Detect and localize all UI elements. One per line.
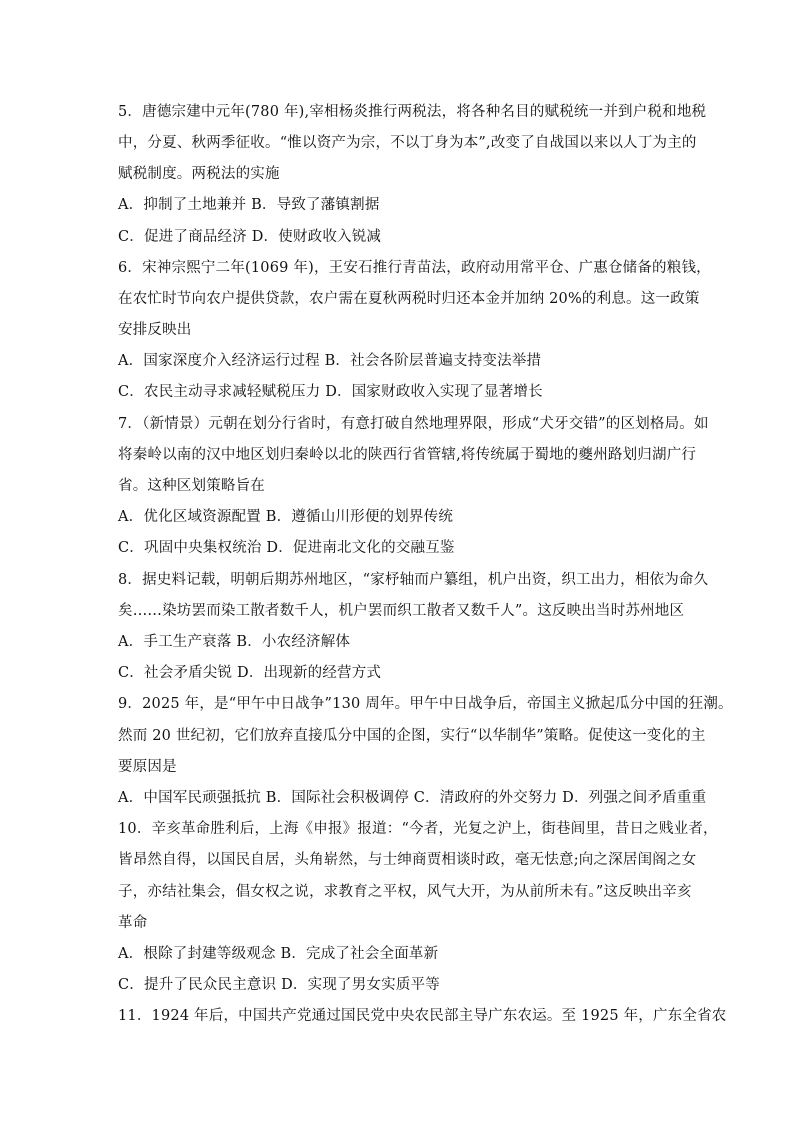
q10-stem-line-1: 10．辛亥革命胜利后，上海《申报》报道：“今者，光复之沪上，街巷闾里，昔日之贱业者，	[118, 821, 718, 837]
q8-stem-line-2: 矣……染坊罢而染工散者数千人，机户罢而织工散者又数千人”。这反映出当时苏州地区	[118, 603, 685, 619]
q6-stem-line-1: 6．宋神宗熙宁二年(1069 年)，王安石推行青苗法，政府动用常平仓、广惠仓储备的粮钱，	[118, 260, 711, 276]
q10-stem-line-3: 子，亦结社集会，倡女权之说，求教育之平权，风气大开，为从前所未有。”这反映出辛亥	[118, 884, 692, 900]
q10-options-cd: C．提升了民众民主意识 D．实现了男女实质平等	[118, 977, 440, 993]
q9-stem-line-1: 9．2025 年，是“甲午中日战争”130 周年。甲午中日战争后，帝国主义掀起瓜分中国的狂潮。	[118, 696, 733, 712]
q7-options-cd: C．巩固中央集权统治 D．促进南北文化的交融互鉴	[118, 540, 455, 556]
q8-stem-line-1: 8．据史料记载，明朝后期苏州地区，“家杼轴而户纂组，机户出资，织工出力，相依为命久	[118, 572, 709, 588]
q5-stem-line-1: 5．唐德宗建中元年(780 年),宰相杨炎推行两税法，将各种名目的赋税统一并到户税和地税	[118, 104, 707, 120]
q10-stem-line-2: 皆昂然自得，以国民自居，头角崭然，与士绅商贾相谈时政，毫无怯意;向之深居闺阁之女	[118, 852, 697, 868]
q6-options-ab: A．国家深度介入经济运行过程 B．社会各阶层普遍支持变法举措	[118, 353, 542, 369]
q7-stem-line-3: 省。这种区划策略旨在	[118, 478, 265, 494]
q5-stem-line-3: 赋税制度。两税法的实施	[118, 166, 280, 182]
q5-stem-line-2: 中，分夏、秋两季征收。“惟以资产为宗，不以丁身为本”,改变了自战国以来以人丁为主的	[118, 135, 697, 151]
q6-stem-line-3: 安排反映出	[118, 322, 192, 338]
q7-stem-line-2: 将秦岭以南的汉中地区划归秦岭以北的陕西行省管辖,将传统属于蜀地的夔州路划归湖广行	[118, 447, 697, 463]
q8-options-ab: A．手工生产衰落 B．小农经济解体	[118, 634, 351, 650]
q6-stem-line-2: 在农忙时节向农户提供贷款，农户需在夏秋两税时归还本金并加纳 20%的利息。这一政策	[118, 291, 700, 307]
q5-options-cd: C．促进了商品经济 D．使财政收入锐减	[118, 229, 382, 245]
q11-stem-line-1: 11．1924 年后，中国共产党通过国民党中央农民部主导广东农运。至 1925 年，广东全省农	[118, 1008, 727, 1024]
q7-options-ab: A．优化区域资源配置 B．遵循山川形便的划界传统	[118, 509, 454, 525]
q9-options: A．中国军民顽强抵抗 B．国际社会积极调停 C．清政府的外交努力 D．列强之间矛盾重重	[118, 790, 707, 806]
q8-options-cd: C．社会矛盾尖锐 D．出现新的经营方式	[118, 665, 382, 681]
q10-stem-line-4: 革命	[118, 915, 148, 931]
q5-options-ab: A．抑制了土地兼并 B．导致了藩镇割据	[118, 197, 380, 213]
q7-stem-line-1: 7．（新情景）元朝在划分行省时，有意打破自然地理界限，形成“犬牙交错”的区划格局。如	[118, 416, 709, 432]
q10-options-ab: A．根除了封建等级观念 B．完成了社会全面革新	[118, 946, 439, 962]
q9-stem-line-3: 要原因是	[118, 759, 177, 775]
q6-options-cd: C．农民主动寻求减轻赋税压力 D．国家财政收入实现了显著增长	[118, 384, 543, 400]
q9-stem-line-2: 然而 20 世纪初，它们放弃直接瓜分中国的企图，实行“以华制华”策略。促使这一变化的主	[118, 728, 706, 744]
